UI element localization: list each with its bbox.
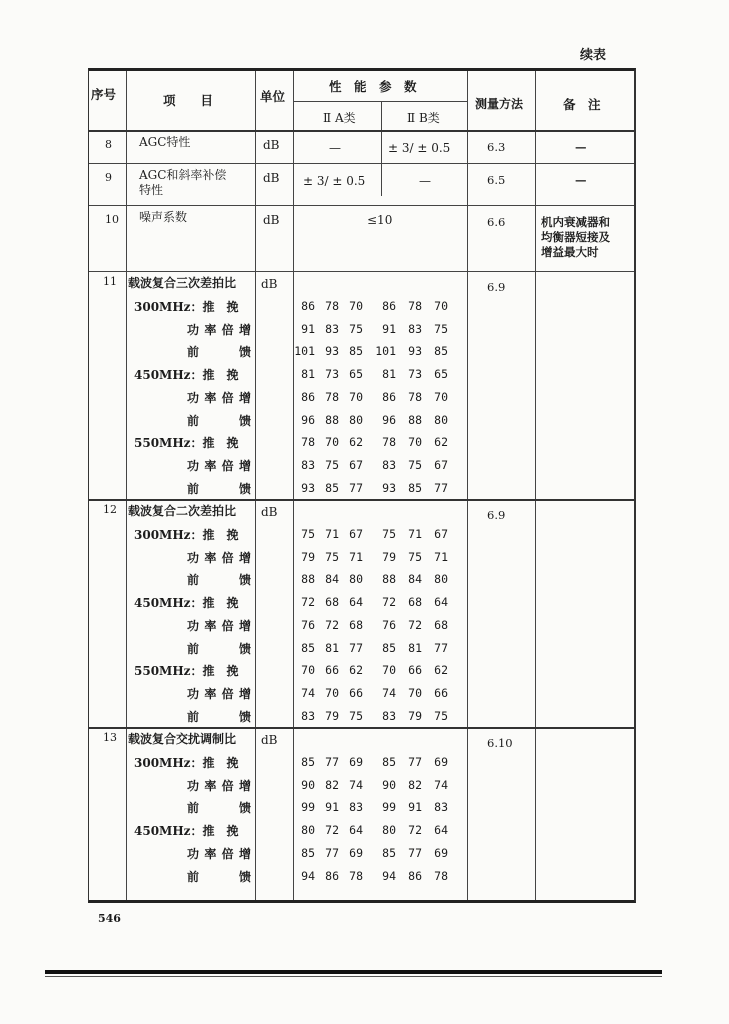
value-cell: 72: [301, 595, 315, 610]
row-divider: [89, 271, 634, 272]
col-divider: [535, 71, 536, 900]
band-label: 前 馈: [187, 641, 251, 656]
row-value-b: ± 3/ ± 0.5: [388, 141, 451, 155]
band-label: 550MHz：推 挽: [134, 664, 239, 679]
value-cell: 86: [301, 389, 315, 404]
band-label: 300MHz：推 挽: [134, 756, 239, 770]
value-cell: 78: [408, 299, 422, 313]
value-cell: 86: [382, 389, 396, 404]
value-cell: 84: [325, 572, 339, 587]
value-cell: 74: [382, 685, 396, 700]
band-label: 300MHz：推 挽: [134, 300, 239, 314]
group-method: 6.10: [487, 736, 513, 750]
value-cell: 75: [325, 549, 339, 564]
group-unit: dB: [261, 505, 278, 519]
value-cell: 70: [408, 435, 422, 450]
value-cell: 71: [408, 527, 422, 541]
bottom-rule: [45, 970, 662, 974]
value-cell: 94: [382, 868, 396, 883]
value-cell: 88: [325, 412, 339, 427]
value-cell: 75: [301, 527, 315, 541]
value-cell: 70: [434, 299, 448, 313]
value-cell: 82: [408, 777, 422, 792]
value-cell: 90: [301, 777, 315, 792]
value-cell: 93: [382, 480, 396, 495]
row-divider: [89, 499, 634, 501]
row-unit: dB: [263, 213, 280, 227]
value-cell: 93: [301, 480, 315, 495]
col-divider: [467, 71, 468, 900]
value-cell: 79: [408, 708, 422, 723]
value-cell: 70: [434, 389, 448, 404]
header-remark: 备 注: [563, 97, 601, 112]
row-value-ab: ≤10: [367, 213, 393, 227]
value-cell: 85: [382, 755, 396, 769]
continued-label: 续表: [580, 48, 607, 63]
value-cell: 80: [301, 823, 315, 838]
bottom-rule-thin: [45, 976, 662, 977]
band-label: 功率倍增: [187, 458, 251, 473]
value-cell: 64: [349, 595, 363, 610]
value-cell: 83: [408, 321, 422, 336]
value-cell: 91: [301, 321, 315, 336]
value-cell: 66: [349, 685, 363, 700]
value-cell: 64: [434, 595, 448, 610]
value-cell: 66: [325, 663, 339, 678]
value-cell: 101: [375, 344, 396, 359]
value-cell: 85: [408, 480, 422, 495]
row-unit: dB: [263, 138, 280, 152]
row-unit: dB: [263, 171, 280, 185]
band-label: 550MHz：推 挽: [134, 436, 239, 451]
value-cell: 84: [408, 572, 422, 587]
value-cell: 75: [434, 708, 448, 723]
ab-divider: [381, 101, 382, 130]
header-params: 性 能 参 数: [329, 79, 417, 94]
value-cell: 82: [325, 777, 339, 792]
value-cell: 88: [382, 572, 396, 587]
value-cell: 69: [349, 845, 363, 860]
value-cell: 72: [408, 823, 422, 838]
header-class-a: Ⅱ A类: [323, 111, 356, 125]
value-cell: 75: [408, 457, 422, 472]
header-class-b: Ⅱ B类: [407, 111, 440, 125]
header-sub-divider: [293, 101, 467, 102]
value-cell: 77: [325, 755, 339, 769]
value-cell: 83: [382, 457, 396, 472]
value-cell: 72: [408, 617, 422, 632]
value-cell: 88: [301, 572, 315, 587]
group-method: 6.9: [487, 280, 506, 294]
value-cell: 77: [434, 480, 448, 495]
value-cell: 79: [382, 549, 396, 564]
value-cell: 80: [434, 412, 448, 427]
band-label: 功率倍增: [187, 550, 251, 565]
value-cell: 77: [349, 640, 363, 655]
value-cell: 67: [434, 527, 448, 541]
value-cell: 93: [408, 344, 422, 359]
value-cell: 93: [325, 344, 339, 359]
spec-table: [88, 68, 636, 903]
value-cell: 90: [382, 777, 396, 792]
value-cell: 83: [382, 708, 396, 723]
value-cell: 99: [382, 800, 396, 815]
row-item: AGC和斜率补偿 特性: [139, 168, 227, 197]
value-cell: 75: [408, 549, 422, 564]
value-cell: 67: [434, 457, 448, 472]
value-cell: 85: [301, 755, 315, 769]
value-cell: 83: [301, 457, 315, 472]
value-cell: 66: [408, 663, 422, 678]
value-cell: 81: [301, 367, 315, 382]
value-cell: 86: [382, 299, 396, 313]
value-cell: 64: [349, 823, 363, 838]
value-cell: 96: [301, 412, 315, 427]
value-cell: 80: [349, 412, 363, 427]
value-cell: 75: [434, 321, 448, 336]
band-label: 功率倍增: [187, 778, 251, 793]
value-cell: 88: [408, 412, 422, 427]
header-no: 序号: [91, 87, 117, 102]
value-cell: 77: [349, 480, 363, 495]
group-unit: dB: [261, 733, 278, 747]
row-method: 6.3: [487, 140, 506, 154]
value-cell: 62: [349, 435, 363, 450]
value-cell: 85: [349, 344, 363, 359]
group-no: 13: [103, 731, 117, 744]
value-cell: 78: [325, 389, 339, 404]
value-cell: 70: [349, 299, 363, 313]
value-cell: 85: [325, 480, 339, 495]
value-cell: 69: [434, 845, 448, 860]
value-cell: 99: [301, 800, 315, 815]
col-divider: [126, 71, 127, 900]
group-method: 6.9: [487, 508, 506, 522]
band-label: 功率倍增: [187, 390, 251, 405]
value-cell: 72: [325, 823, 339, 838]
band-label: 前 馈: [187, 869, 251, 884]
value-cell: 65: [349, 367, 363, 382]
value-cell: 73: [408, 367, 422, 382]
band-label: 前 馈: [187, 345, 251, 360]
band-label: 功率倍增: [187, 618, 251, 633]
value-cell: 64: [434, 823, 448, 838]
band-label: 450MHz：推 挽: [134, 824, 239, 839]
row-method: 6.6: [487, 215, 506, 229]
value-cell: 78: [434, 868, 448, 883]
value-cell: 77: [325, 845, 339, 860]
col-divider: [255, 71, 256, 900]
value-cell: 85: [382, 845, 396, 860]
value-cell: 66: [434, 685, 448, 700]
value-cell: 72: [325, 617, 339, 632]
row-value-b: —: [419, 174, 431, 188]
row-item: 噪声系数: [139, 210, 188, 224]
value-cell: 83: [349, 800, 363, 815]
value-cell: 85: [301, 845, 315, 860]
group-title: 载波复合三次差拍比: [128, 276, 237, 290]
value-cell: 67: [349, 527, 363, 541]
value-cell: 73: [325, 367, 339, 382]
value-cell: 83: [434, 800, 448, 815]
group-title: 载波复合二次差拍比: [128, 504, 237, 518]
row-item: AGC特性: [139, 135, 191, 149]
value-cell: 65: [434, 367, 448, 382]
row-remark: 机内衰减器和 均衡器短接及 增益最大时: [541, 215, 610, 259]
page-number: 546: [98, 912, 121, 925]
value-cell: 80: [349, 572, 363, 587]
value-cell: 68: [349, 617, 363, 632]
band-label: 450MHz：推 挽: [134, 368, 239, 383]
header-item: 项 目: [163, 93, 214, 108]
value-cell: 77: [434, 640, 448, 655]
value-cell: 70: [408, 685, 422, 700]
value-cell: 76: [382, 617, 396, 632]
row-no: 10: [105, 213, 119, 226]
value-cell: 75: [325, 457, 339, 472]
band-label: 功率倍增: [187, 686, 251, 701]
row-no: 9: [105, 171, 112, 184]
value-cell: 81: [382, 367, 396, 382]
value-cell: 62: [434, 435, 448, 450]
value-cell: 86: [408, 868, 422, 883]
value-cell: 86: [301, 299, 315, 313]
value-cell: 70: [349, 389, 363, 404]
value-cell: 77: [408, 845, 422, 860]
band-label: 前 馈: [187, 709, 251, 724]
band-label: 功率倍增: [187, 322, 251, 337]
row-no: 8: [105, 138, 112, 151]
value-cell: 91: [325, 800, 339, 815]
value-cell: 71: [434, 549, 448, 564]
value-cell: 86: [325, 868, 339, 883]
value-cell: 83: [325, 321, 339, 336]
value-cell: 77: [408, 755, 422, 769]
row-value-a: ± 3/ ± 0.5: [303, 174, 366, 188]
row-divider: [89, 163, 634, 164]
value-cell: 96: [382, 412, 396, 427]
value-cell: 78: [325, 299, 339, 313]
value-cell: 78: [301, 435, 315, 450]
value-cell: 62: [434, 663, 448, 678]
row-method: 6.5: [487, 173, 506, 187]
value-cell: 81: [325, 640, 339, 655]
value-cell: 101: [294, 344, 315, 359]
value-cell: 85: [301, 640, 315, 655]
value-cell: 81: [408, 640, 422, 655]
group-no: 11: [103, 275, 117, 288]
band-label: 450MHz：推 挽: [134, 596, 239, 611]
value-cell: 71: [325, 527, 339, 541]
row-remark: —: [575, 173, 587, 187]
value-cell: 74: [434, 777, 448, 792]
value-cell: 68: [325, 595, 339, 610]
value-cell: 71: [349, 549, 363, 564]
value-cell: 91: [382, 321, 396, 336]
value-cell: 75: [349, 321, 363, 336]
value-cell: 68: [408, 595, 422, 610]
value-cell: 83: [301, 708, 315, 723]
value-cell: 85: [434, 344, 448, 359]
row-remark: —: [575, 140, 587, 154]
value-cell: 62: [349, 663, 363, 678]
row-divider: [89, 205, 634, 206]
value-cell: 94: [301, 868, 315, 883]
value-cell: 70: [301, 663, 315, 678]
band-label: 前 馈: [187, 801, 251, 816]
band-label: 前 馈: [187, 573, 251, 588]
value-cell: 69: [434, 755, 448, 769]
value-cell: 69: [349, 755, 363, 769]
group-title: 载波复合交扰调制比: [128, 732, 237, 746]
value-cell: 70: [382, 663, 396, 678]
header-unit: 单位: [260, 89, 286, 104]
value-cell: 70: [325, 435, 339, 450]
value-cell: 68: [434, 617, 448, 632]
value-cell: 85: [382, 640, 396, 655]
value-cell: 91: [408, 800, 422, 815]
value-cell: 79: [325, 708, 339, 723]
value-cell: 80: [382, 823, 396, 838]
row-divider: [89, 727, 634, 729]
value-cell: 80: [434, 572, 448, 587]
row-value-a: —: [329, 141, 341, 155]
row-divider: [89, 130, 634, 132]
band-label: 功率倍增: [187, 846, 251, 861]
band-label: 前 馈: [187, 413, 251, 428]
value-cell: 79: [301, 549, 315, 564]
value-cell: 74: [301, 685, 315, 700]
header-method: 测量方法: [475, 97, 524, 111]
value-cell: 78: [382, 435, 396, 450]
value-cell: 75: [382, 527, 396, 541]
value-cell: 72: [382, 595, 396, 610]
value-cell: 78: [349, 868, 363, 883]
value-cell: 74: [349, 777, 363, 792]
band-label: 300MHz：推 挽: [134, 528, 239, 542]
group-no: 12: [103, 503, 117, 516]
value-cell: 76: [301, 617, 315, 632]
group-unit: dB: [261, 277, 278, 291]
band-label: 前 馈: [187, 481, 251, 496]
value-cell: 78: [408, 389, 422, 404]
value-cell: 75: [349, 708, 363, 723]
value-cell: 70: [325, 685, 339, 700]
value-cell: 67: [349, 457, 363, 472]
